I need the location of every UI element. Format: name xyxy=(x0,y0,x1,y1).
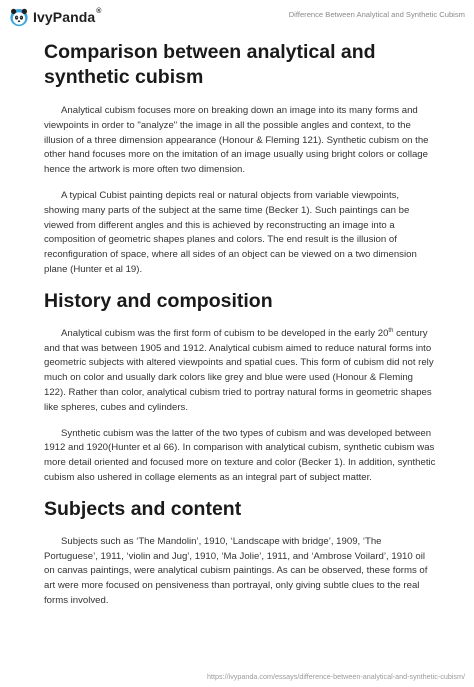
section-history xyxy=(44,289,436,486)
section-comparison xyxy=(44,40,436,278)
paragraph: Subjects such as ‘The Mandolin’, 1910, ‘Landscape with bridge’, 1909, ‘The Portuguese’, 1911, ‘violin and Jug’, 1910, ‘Ma Jolie’, 1911, and ‘Ambrose Voilard’, 1910 oil on canvas paintings, were analytical cubism paintings. As can be observed, these forms of art were more focused on pensiveness than portrayal, only giving subtle clues to the real forms involved. xyxy=(44,535,428,606)
paragraph: Analytical cubism focuses more on breaking down an image into its many forms and viewpoints in order to "analyze" the image in all the possible angles and context, to the illusion of a three dimension appearance (Honour & Fleming 121). Synthetic cubism on the other hand focuses more on the imitation of an image usually using bright colors or collage hence the artwork is more often two dimension. xyxy=(44,105,429,176)
section-heading-history: History and composition xyxy=(44,289,273,312)
registered-mark: ® xyxy=(96,8,102,15)
section-heading-comparison: Comparison between analytical and synthetic cubism xyxy=(44,41,376,88)
footer-url-text: https://ivypanda.com/essays/difference-between-analytical-and-synthetic-cubism/ xyxy=(207,672,465,681)
ivypanda-logo[interactable] xyxy=(9,7,102,27)
superscript: th xyxy=(388,327,394,334)
paragraph xyxy=(44,327,436,416)
logo-text: IvyPanda® xyxy=(33,8,102,25)
paragraph-text: century and that was between 1905 and 1912. Analytical cubism aimed to reduce natural forms into geometric subjects with altered viewpoints and spatial cues. This form of cubism did not rely much on color and usually dark colors like grey and blue were used (Honour & Fleming 122). Rather than color, analytical cubism tried to portray natural forms in geometric shapes like spheres, cubes and cylinders. xyxy=(44,327,434,413)
paragraph: A typical Cubist painting depicts real or natural objects from variable viewpoints, showing many parts of the subject at the same time (Becker 1). Such paintings can be viewed from different angles and this is achieved by reconstructing an image into a composition of geometric shapes planes and colors. The end result is the illusion of reconfiguration of space, where all sides of an object can be viewed on a two dimension plane (Hunter et al 19). xyxy=(44,189,417,275)
section-subjects xyxy=(44,497,436,609)
footer-url[interactable] xyxy=(207,672,465,681)
article-content xyxy=(44,36,436,620)
section-heading-subjects: Subjects and content xyxy=(44,497,242,520)
paragraph-text: Analytical cubism was the first form of cubism to be developed in the early 20 xyxy=(61,327,389,339)
page-header xyxy=(0,0,474,34)
panda-logo-icon xyxy=(9,7,29,27)
header-page-title: Difference Between Analytical and Synthetic Cubism xyxy=(288,10,465,19)
paragraph: Synthetic cubism was the latter of the two types of cubism and was developed between 1912 and 1920(Hunter et al 66). In comparison with analytical cubism, synthetic cubism was more detail oriented and focused more on texture and color (Becker 1). In addition, synthetic cubism also ushered in collage elements as an integral part of subject matter. xyxy=(44,427,436,483)
